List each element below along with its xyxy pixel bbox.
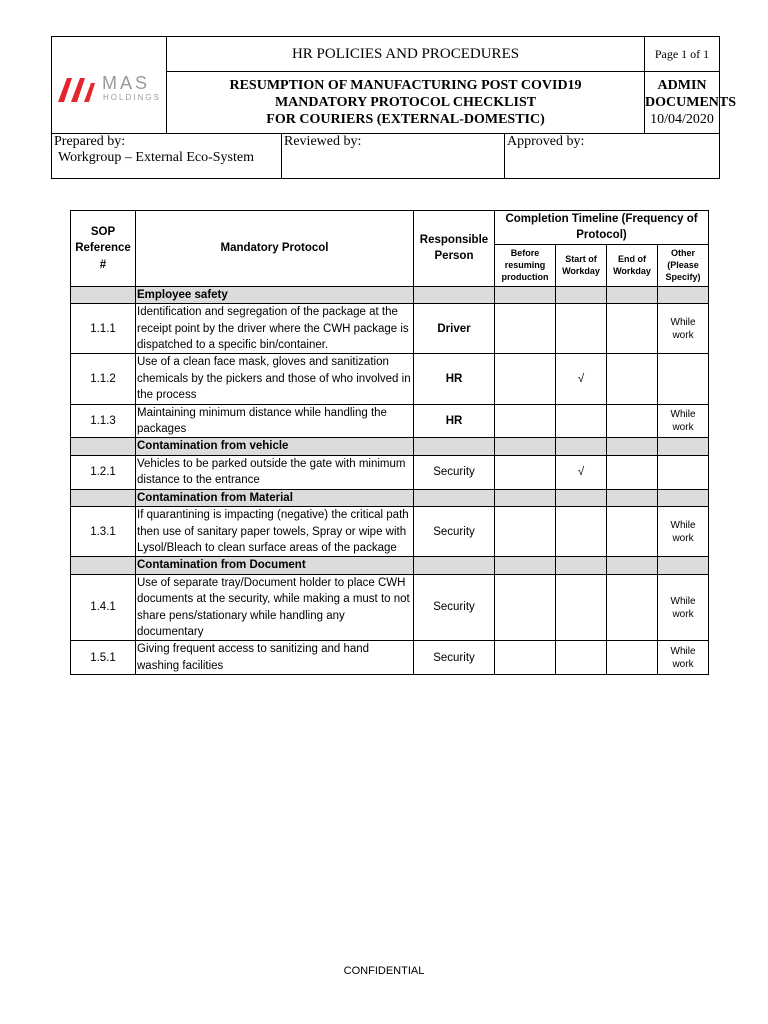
end-of-workday-cell xyxy=(607,574,658,641)
other-specify-cell: While work xyxy=(658,641,709,675)
start-of-workday-cell xyxy=(556,574,607,641)
section-title: Contamination from Document xyxy=(136,557,414,574)
section-cell-empty xyxy=(71,286,136,303)
section-cell-empty xyxy=(658,489,709,506)
company-logo xyxy=(58,75,162,105)
table-row xyxy=(71,304,709,354)
sop-reference: 1.1.3 xyxy=(71,404,136,438)
section-cell-empty xyxy=(495,286,556,303)
col-header-other: Other (Please Specify) xyxy=(658,244,709,286)
policy-title: HR POLICIES AND PROCEDURES xyxy=(167,37,645,72)
before-production-cell xyxy=(495,404,556,438)
reviewed-by-cell xyxy=(282,134,505,179)
other-specify-cell: While work xyxy=(658,404,709,438)
start-of-workday-cell xyxy=(556,304,607,354)
col-header-start: Start of Workday xyxy=(556,244,607,286)
document-type-line: ADMIN xyxy=(657,78,707,93)
section-cell-empty xyxy=(607,489,658,506)
prepared-by-cell xyxy=(52,134,282,179)
section-cell-empty xyxy=(658,557,709,574)
section-title: Employee safety xyxy=(136,286,414,303)
end-of-workday-cell xyxy=(607,304,658,354)
before-production-cell xyxy=(495,304,556,354)
table-row xyxy=(71,574,709,641)
document-date: 10/04/2020 xyxy=(650,112,714,127)
col-header-timeline: Completion Timeline (Frequency of Protocol) xyxy=(495,211,709,245)
reviewed-by-label: Reviewed by: xyxy=(284,134,362,149)
approved-by-cell xyxy=(505,134,720,179)
before-production-cell xyxy=(495,574,556,641)
section-cell-empty xyxy=(71,489,136,506)
col-header-sop: SOP Reference # xyxy=(71,211,136,287)
start-of-workday-cell: √ xyxy=(556,455,607,489)
responsible-person: HR xyxy=(414,354,495,404)
protocol-text: Maintaining minimum distance while handling the packages xyxy=(136,404,414,438)
col-header-protocol: Mandatory Protocol xyxy=(136,211,414,287)
section-cell-empty xyxy=(607,557,658,574)
section-cell-empty xyxy=(495,489,556,506)
protocol-text: Use of separate tray/Document holder to place CWH documents at the security, while making a must to not share pens/stationary while handling any documentary xyxy=(136,574,414,641)
protocol-text: Giving frequent access to sanitizing and hand washing facilities xyxy=(136,641,414,675)
table-row xyxy=(71,455,709,489)
other-specify-cell xyxy=(658,455,709,489)
col-header-end: End of Workday xyxy=(607,244,658,286)
responsible-person: Security xyxy=(414,641,495,675)
section-cell-empty xyxy=(495,438,556,455)
section-cell-empty xyxy=(556,489,607,506)
document-title-line: FOR COURIERS (EXTERNAL-DOMESTIC) xyxy=(266,112,545,127)
protocol-text: Use of a clean face mask, gloves and sanitization chemicals by the pickers and those of who involved in the process xyxy=(136,354,414,404)
table-row xyxy=(71,507,709,557)
responsible-person: Security xyxy=(414,455,495,489)
sop-reference: 1.4.1 xyxy=(71,574,136,641)
section-cell-empty xyxy=(414,489,495,506)
section-cell-empty xyxy=(71,557,136,574)
section-cell-empty xyxy=(556,557,607,574)
section-title: Contamination from vehicle xyxy=(136,438,414,455)
footer-confidential: CONFIDENTIAL xyxy=(343,965,425,977)
section-cell-empty xyxy=(658,438,709,455)
protocol-text: Identification and segregation of the package at the receipt point by the driver where the CWH package is dispatched to a specific bin/container. xyxy=(136,304,414,354)
end-of-workday-cell xyxy=(607,404,658,438)
document-title-line: RESUMPTION OF MANUFACTURING POST COVID19 xyxy=(229,78,582,93)
logo-wordmark: MAS xyxy=(102,73,151,93)
before-production-cell xyxy=(495,507,556,557)
before-production-cell xyxy=(495,455,556,489)
page-number: Page 1 of 1 xyxy=(645,37,720,72)
table-row xyxy=(71,404,709,438)
before-production-cell xyxy=(495,354,556,404)
section-cell-empty xyxy=(607,438,658,455)
other-specify-cell: While work xyxy=(658,507,709,557)
section-cell-empty xyxy=(658,286,709,303)
col-header-responsible: Responsible Person xyxy=(414,211,495,287)
before-production-cell xyxy=(495,641,556,675)
end-of-workday-cell xyxy=(607,455,658,489)
table-row xyxy=(71,641,709,675)
start-of-workday-cell xyxy=(556,641,607,675)
end-of-workday-cell xyxy=(607,641,658,675)
section-cell-empty xyxy=(71,438,136,455)
section-cell-empty xyxy=(556,286,607,303)
logo-cell xyxy=(52,37,167,134)
section-row xyxy=(71,557,709,574)
section-cell-empty xyxy=(495,557,556,574)
responsible-person: Driver xyxy=(414,304,495,354)
document-type xyxy=(645,72,737,134)
sop-reference: 1.1.2 xyxy=(71,354,136,404)
responsible-person: Security xyxy=(414,507,495,557)
document-type-line: DOCUMENTS xyxy=(645,95,737,110)
other-specify-cell: While work xyxy=(658,304,709,354)
sop-reference: 1.3.1 xyxy=(71,507,136,557)
sop-reference: 1.5.1 xyxy=(71,641,136,675)
section-cell-empty xyxy=(414,557,495,574)
end-of-workday-cell xyxy=(607,354,658,404)
document-title xyxy=(167,72,645,134)
sop-reference: 1.1.1 xyxy=(71,304,136,354)
section-row xyxy=(71,489,709,506)
other-specify-cell: While work xyxy=(658,574,709,641)
mas-logo-icon xyxy=(58,75,98,103)
col-header-before: Before resuming production xyxy=(495,244,556,286)
protocol-text: Vehicles to be parked outside the gate with minimum distance to the entrance xyxy=(136,455,414,489)
protocol-text: If quarantining is impacting (negative) the critical path then use of sanitary paper towels, Spray or wipe with Lysol/Bleach to clean surface areas of the package xyxy=(136,507,414,557)
section-cell-empty xyxy=(607,286,658,303)
document-header xyxy=(51,36,737,179)
table-row xyxy=(71,354,709,404)
start-of-workday-cell: √ xyxy=(556,354,607,404)
prepared-by-label: Prepared by: xyxy=(54,134,126,149)
start-of-workday-cell xyxy=(556,404,607,438)
start-of-workday-cell xyxy=(556,507,607,557)
logo-subtitle: HOLDINGS xyxy=(103,93,161,102)
sop-reference: 1.2.1 xyxy=(71,455,136,489)
document-title-line: MANDATORY PROTOCOL CHECKLIST xyxy=(274,95,537,110)
section-cell-empty xyxy=(556,438,607,455)
section-title: Contamination from Material xyxy=(136,489,414,506)
responsible-person: Security xyxy=(414,574,495,641)
section-cell-empty xyxy=(414,438,495,455)
section-row xyxy=(71,286,709,303)
prepared-by-value: Workgroup – External Eco-System xyxy=(58,150,254,165)
section-row xyxy=(71,438,709,455)
end-of-workday-cell xyxy=(607,507,658,557)
other-specify-cell xyxy=(658,354,709,404)
protocol-checklist-table xyxy=(70,210,709,675)
approved-by-label: Approved by: xyxy=(507,134,585,149)
responsible-person: HR xyxy=(414,404,495,438)
section-cell-empty xyxy=(414,286,495,303)
